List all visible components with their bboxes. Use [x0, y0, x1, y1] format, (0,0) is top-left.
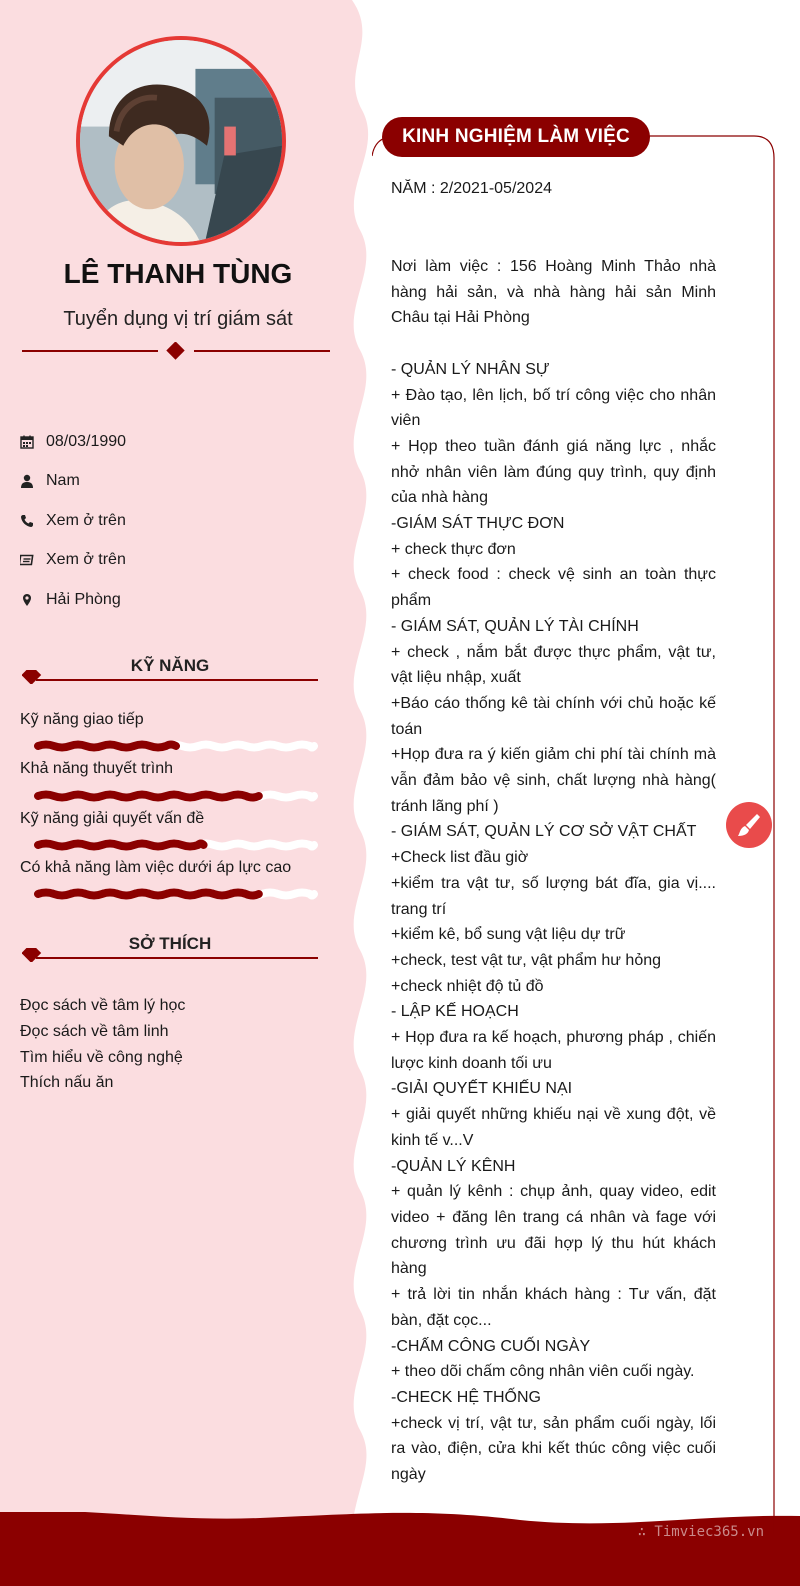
experience-line: - QUẢN LÝ NHÂN SỰ — [391, 360, 550, 378]
experience-year: NĂM : 2/2021-05/2024 — [391, 180, 552, 197]
experience-line: +Check list đầu giờ — [391, 849, 529, 867]
skill-label: Kỹ năng giao tiếp — [20, 711, 144, 728]
hobby-item: Tìm hiểu về công nghệ — [20, 1049, 183, 1066]
experience-line: +check, test vật tư, vật phẩm hư hỏng — [391, 951, 662, 969]
experience-line: -QUẢN LÝ KÊNH — [391, 1157, 516, 1175]
info-birthdate — [20, 430, 340, 454]
skill-label: Có khả năng làm việc dưới áp lực cao — [20, 859, 292, 876]
experience-line: + trả lời tin nhắn khách hàng : Tư vấn, đặt bàn, đặt cọc... — [391, 1286, 716, 1329]
watermark: ∴ Timviec365.vn — [637, 1524, 764, 1540]
experience-line: +kiểm kê, bổ sung vật liệu dự trữ — [391, 926, 626, 944]
experience-line: + check thực đơn — [391, 540, 516, 558]
phone-text: Xem ở trên — [46, 512, 126, 529]
experience-line: +Họp đưa ra ý kiến giảm chi phí tài chính mà vẫn đảm bảo vệ sinh, chất lượng nhà hàng( tránh lãng phí ) — [391, 746, 716, 815]
experience-line: -GIẢI QUYẾT KHIẾU NẠI — [391, 1080, 573, 1098]
avatar — [76, 36, 286, 246]
avatar-photo — [80, 40, 282, 242]
info-phone — [20, 509, 340, 533]
experience-line: -GIÁM SÁT THỰC ĐƠN — [391, 515, 565, 533]
experience-title: KINH NGHIỆM LÀM VIỆC — [382, 117, 650, 157]
skills-header — [22, 656, 318, 686]
experience-line: + check , nắm bắt được thực phẩm, vật tư, vật liệu nhập, xuất — [391, 643, 716, 687]
info-email — [20, 548, 340, 572]
experience-line: + Đào tạo, lên lịch, bố trí công việc cho nhân viên — [391, 386, 716, 430]
experience-line: +Báo cáo thống kê tài chính với chủ hoặc kế toán — [391, 694, 716, 738]
name-divider — [22, 342, 330, 360]
hobbies-header — [22, 934, 318, 964]
paint-brush-icon — [726, 802, 772, 848]
job-position: Tuyển dụng vị trí giám sát — [63, 308, 293, 330]
experience-line — [391, 331, 716, 357]
hobby-item: Đọc sách về tâm linh — [20, 1023, 169, 1040]
hobby-item: Thích nấu ăn — [20, 1074, 114, 1091]
experience-line: -CHECK HỆ THỐNG — [391, 1388, 541, 1406]
skill-bar — [34, 839, 318, 851]
candidate-name: LÊ THANH TÙNG — [63, 258, 293, 289]
hobbies-header-line — [22, 948, 318, 962]
experience-line: - GIÁM SÁT, QUẢN LÝ CƠ SỞ VẬT CHẤT — [391, 823, 697, 841]
info-location — [20, 588, 340, 612]
experience-line: + theo dõi chấm công nhân viên cuối ngày. — [391, 1363, 695, 1381]
calendar-icon — [20, 435, 34, 449]
skill-label: Kỹ năng giải quyết vấn đề — [20, 810, 205, 827]
experience-line: + giải quyết những khiếu nại về xung đột, về kinh tế v...V — [391, 1106, 716, 1149]
experience-line: +check vị trí, vật tư, sản phẩm cuối ngày, lối ra vào, điện, cửa khi kết thúc công việc cuối ngày — [391, 1414, 716, 1484]
hobbies-title: SỞ THÍCH — [128, 934, 212, 953]
info-gender — [20, 469, 340, 493]
experience-line: + Họp theo tuần đánh giá năng lực , nhắc nhở nhân viên làm đúng quy trình, quy định của nhà hàng — [391, 437, 716, 507]
experience-line: Nơi làm việc : 156 Hoàng Minh Thảo nhà hàng hải sản, và nhà hàng hải sản Minh Châu tại Hải Phòng — [391, 258, 716, 327]
location-text: Hải Phòng — [46, 591, 121, 608]
email-text: Xem ở trên — [46, 551, 126, 568]
phone-icon — [20, 514, 34, 528]
experience-line: + check food : check vệ sinh an toàn thực phẩm — [391, 566, 716, 610]
gender-text: Nam — [46, 472, 80, 489]
skills-title: KỸ NĂNG — [130, 656, 210, 675]
skill-label: Khả năng thuyết trình — [20, 760, 173, 777]
experience-line: -CHẤM CÔNG CUỐI NGÀY — [391, 1337, 591, 1355]
customize-button[interactable] — [726, 802, 772, 848]
location-icon — [20, 593, 34, 607]
skill-bar — [34, 888, 318, 900]
experience-description — [391, 254, 716, 1488]
skills-header-line — [22, 670, 318, 684]
hobby-item: Đọc sách về tâm lý học — [20, 997, 186, 1014]
experience-line: - LẬP KẾ HOẠCH — [391, 1003, 519, 1021]
skill-bar — [34, 790, 318, 802]
experience-line: + Họp đưa ra kế hoạch, phương pháp , chiến lược kinh doanh tối ưu — [391, 1029, 716, 1072]
experience-line: - GIÁM SÁT, QUẢN LÝ TÀI CHÍNH — [391, 617, 639, 635]
experience-line: +check nhiệt độ tủ đồ — [391, 977, 544, 995]
birthdate-text: 08/03/1990 — [46, 433, 127, 450]
email-icon — [20, 553, 34, 567]
skill-bar — [34, 740, 318, 752]
experience-line: + quản lý kênh : chụp ảnh, quay video, edit video + đăng lên trang cá nhân và fage với chương trình ưu đãi hợp lý thu hút khách hàng — [391, 1183, 716, 1278]
user-icon — [20, 474, 34, 488]
experience-line: +kiểm tra vật tư, số lượng bát đĩa, gia vị.... trang trí — [391, 874, 716, 918]
